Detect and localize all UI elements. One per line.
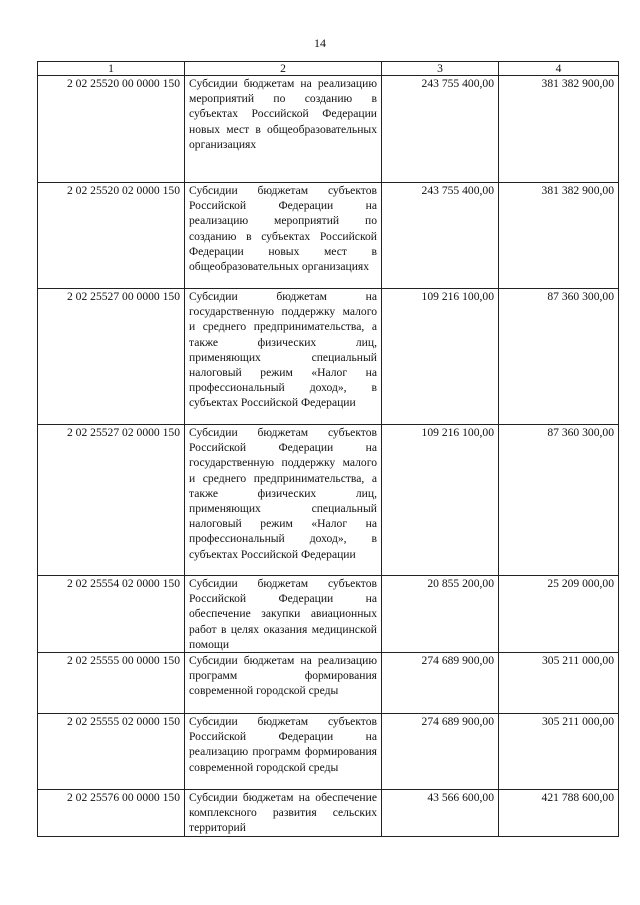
revenue-name: Субсидии бюджетам субъектов Российской Федерации на реализацию программ формирования современной городской среды [185,714,382,790]
column-header: 4 [499,62,619,76]
amount-column-4: 87 360 300,00 [499,289,619,425]
budget-code: 2 02 25554 02 0000 150 [38,576,185,653]
column-header: 2 [185,62,382,76]
budget-code: 2 02 25555 00 0000 150 [38,653,185,714]
table-row [38,714,619,790]
budget-code: 2 02 25527 00 0000 150 [38,289,185,425]
budget-code: 2 02 25555 02 0000 150 [38,714,185,790]
amount-column-4: 421 788 600,00 [499,790,619,837]
table-row [38,425,619,576]
budget-code: 2 02 25576 00 0000 150 [38,790,185,837]
table-row [38,576,619,653]
budget-code: 2 02 25527 02 0000 150 [38,425,185,576]
amount-column-4: 305 211 000,00 [499,653,619,714]
amount-column-3: 243 755 400,00 [382,183,499,289]
amount-column-3: 243 755 400,00 [382,76,499,183]
amount-column-4: 381 382 900,00 [499,76,619,183]
budget-code: 2 02 25520 00 0000 150 [38,76,185,183]
amount-column-4: 25 209 000,00 [499,576,619,653]
revenue-name: Субсидии бюджетам на обеспечение комплексного развития сельских территорий [185,790,382,837]
amount-column-3: 274 689 900,00 [382,714,499,790]
revenue-name: Субсидии бюджетам на реализацию программ формирования современной городской среды [185,653,382,714]
table-row [38,653,619,714]
revenue-name: Субсидии бюджетам на реализацию мероприятий по созданию в субъектах Российской Федерации новых мест в общеобразовательных организациях [185,76,382,183]
table-row [38,183,619,289]
amount-column-3: 274 689 900,00 [382,653,499,714]
amount-column-3: 109 216 100,00 [382,425,499,576]
amount-column-3: 43 566 600,00 [382,790,499,837]
budget-table [37,61,619,837]
table-row [38,790,619,837]
amount-column-3: 109 216 100,00 [382,289,499,425]
revenue-name: Субсидии бюджетам субъектов Российской Федерации на государственную поддержку малого и среднего предпринимательства, а также физических лиц, применяющих специальный налоговый режим «Налог на профессиональный доход», в субъектах Российской Федерации [185,425,382,576]
amount-column-4: 305 211 000,00 [499,714,619,790]
amount-column-3: 20 855 200,00 [382,576,499,653]
table-row [38,76,619,183]
table-header-row [38,62,619,76]
revenue-name: Субсидии бюджетам субъектов Российской Федерации на обеспечение закупки авиационных работ в целях оказания медицинской помощи [185,576,382,653]
budget-code: 2 02 25520 02 0000 150 [38,183,185,289]
revenue-name: Субсидии бюджетам на государственную поддержку малого и среднего предпринимательства, а также физических лиц, применяющих специальный налоговый режим «Налог на профессиональный доход», в субъектах Российской Федерации [185,289,382,425]
column-header: 3 [382,62,499,76]
amount-column-4: 381 382 900,00 [499,183,619,289]
table-row [38,289,619,425]
revenue-name: Субсидии бюджетам субъектов Российской Федерации на реализацию мероприятий по созданию в субъектах Российской Федерации новых мест в общеобразовательных организациях [185,183,382,289]
page-number: 14 [314,36,326,50]
amount-column-4: 87 360 300,00 [499,425,619,576]
column-header: 1 [38,62,185,76]
